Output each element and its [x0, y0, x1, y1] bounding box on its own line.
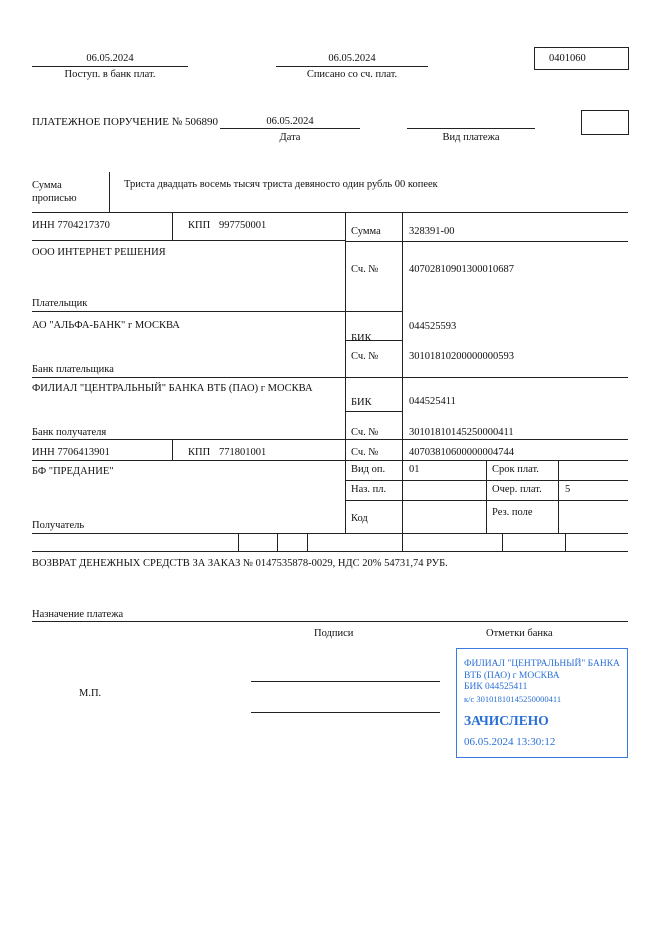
amount-words-text: Триста двадцать восемь тысяч триста девяносто один рубль 00 копеек: [124, 179, 438, 190]
payee-bank-bik-label: БИК: [351, 397, 372, 408]
payee-inn: ИНН 7706413901: [32, 447, 110, 458]
grid-line-bik2: [345, 411, 402, 412]
debited-date: 06.05.2024: [328, 53, 376, 64]
ocher: 5: [565, 484, 571, 495]
payer-bank-bik: 044525593: [409, 321, 457, 332]
purpose-text: ВОЗВРАТ ДЕНЕЖНЫХ СРЕДСТВ ЗА ЗАКАЗ № 0147535878-0029, НДС 20% 54731,74 РУБ.: [32, 558, 448, 569]
payer-bank-label: Банк плательщика: [32, 364, 114, 375]
grid-line-tax: [32, 551, 628, 552]
grid-line-payee: [32, 533, 628, 534]
debited-label: Списано со сч. плат.: [306, 69, 398, 80]
purpose-line: [32, 621, 628, 622]
form-code-box: [534, 47, 629, 70]
vline-tax-2: [277, 533, 278, 551]
payee-kpp: 771801001: [219, 447, 267, 458]
payee-bank-acc: 30101810145250000411: [409, 427, 514, 438]
payer-bank-acc: 30101810200000000593: [409, 351, 514, 362]
debited-date-line: [276, 66, 428, 67]
payee-acc-label: Сч. №: [351, 447, 379, 458]
grid-line-payee-inn: [32, 460, 345, 461]
grid-line-sum: [345, 241, 628, 242]
payee-label: Получатель: [32, 520, 85, 531]
payee-acc: 40703810600000004744: [409, 447, 514, 458]
bank-marks-label: Отметки банка: [486, 628, 553, 639]
grid-line-payer-bank: [32, 377, 628, 378]
bank-stamp: [456, 648, 628, 758]
signatures-label: Подписи: [314, 628, 354, 639]
order-date: 06.05.2024: [266, 116, 314, 127]
amount-value: 328391-00: [409, 226, 455, 237]
payee-bank-name: ФИЛИАЛ "ЦЕНТРАЛЬНЫЙ" БАНКА ВТБ (ПАО) г МОСКВА: [32, 383, 313, 394]
payee-bank-bik: 044525411: [409, 396, 456, 407]
stamp-line-3: БИК 044525411: [464, 682, 528, 692]
vline-main: [345, 212, 346, 533]
stamp-line-1: ФИЛИАЛ "ЦЕНТРАЛЬНЫЙ" БАНКА: [464, 659, 620, 669]
mp-label: М.П.: [79, 688, 102, 699]
vline-tax-6: [565, 533, 566, 551]
grid-line-inn: [32, 240, 345, 241]
payer-bank-name: АО "АЛЬФА-БАНК" г МОСКВА: [32, 320, 180, 331]
payee-bank-label: Банк получателя: [32, 427, 107, 438]
vline-payer-kpp: [172, 212, 173, 240]
stamp-line-2: ВТБ (ПАО) г МОСКВА: [464, 670, 560, 681]
ocher-label: Очер. плат.: [492, 484, 542, 495]
payer-bank-bik-label: БИК: [351, 333, 372, 344]
stamp-line-4: к/с 30101810145250000411: [464, 693, 562, 704]
form-code: 0401060: [549, 53, 586, 64]
grid-line-payee-bank: [32, 439, 628, 440]
payment-type-line: [407, 128, 535, 129]
stamp-datetime: 06.05.2024 13:30:12: [464, 736, 556, 748]
payer-account-label: Сч. №: [351, 264, 379, 275]
payment-type-label: Вид платежа: [442, 132, 500, 143]
grid-line-acc: [345, 311, 402, 312]
amount-words-divider: [109, 172, 110, 212]
received-date: 06.05.2024: [86, 53, 134, 64]
naz-pl-label: Наз. пл.: [351, 484, 387, 495]
payer-kpp-label: КПП: [188, 220, 211, 231]
vline-codes-mid: [486, 460, 487, 533]
purpose-label: Назначение платежа: [32, 609, 124, 620]
signature-line-2: [251, 712, 440, 713]
amount-words-label-1: Сумма: [32, 180, 62, 191]
rez-label: Рез. поле: [492, 507, 533, 518]
vid-op: 01: [409, 464, 420, 475]
amount-label: Сумма: [351, 226, 381, 237]
order-date-line: [220, 128, 360, 129]
grid-line-top: [32, 212, 628, 213]
payer-account: 40702810901300010687: [409, 264, 514, 275]
payer-bank-acc-label: Сч. №: [351, 351, 379, 362]
received-label: Поступ. в банк плат.: [64, 69, 156, 80]
order-title: ПЛАТЕЖНОЕ ПОРУЧЕНИЕ № 506890: [32, 116, 219, 128]
received-date-line: [32, 66, 188, 67]
payer-label: Плательщик: [32, 298, 88, 309]
payee-name: БФ "ПРЕДАНИЕ": [32, 466, 114, 477]
order-date-label: Дата: [279, 132, 301, 143]
kod-label: Код: [351, 513, 368, 524]
vline-tax-3: [307, 533, 308, 551]
payer-name: ООО ИНТЕРНЕТ РЕШЕНИЯ: [32, 247, 166, 258]
payer-inn: ИНН 7704217370: [32, 220, 110, 231]
vline-payee-kpp: [172, 439, 173, 460]
srok-label: Срок плат.: [492, 464, 539, 475]
vid-op-label: Вид оп.: [351, 464, 386, 475]
amount-words-label-2: прописью: [32, 193, 77, 204]
vline-codes-right: [558, 460, 559, 533]
vline-tax-1: [238, 533, 239, 551]
payment-type-box: [581, 110, 629, 135]
payee-kpp-label: КПП: [188, 447, 211, 458]
signature-line-1: [251, 681, 440, 682]
vline-values: [402, 212, 403, 533]
grid-line-payer: [32, 311, 345, 312]
amount-words-label: [32, 179, 77, 205]
payee-bank-acc-label: Сч. №: [351, 427, 379, 438]
vline-tax-4: [402, 533, 403, 551]
payer-kpp: 997750001: [219, 220, 267, 231]
stamp-status: ЗАЧИСЛЕНО: [464, 713, 549, 728]
vline-tax-5: [502, 533, 503, 551]
